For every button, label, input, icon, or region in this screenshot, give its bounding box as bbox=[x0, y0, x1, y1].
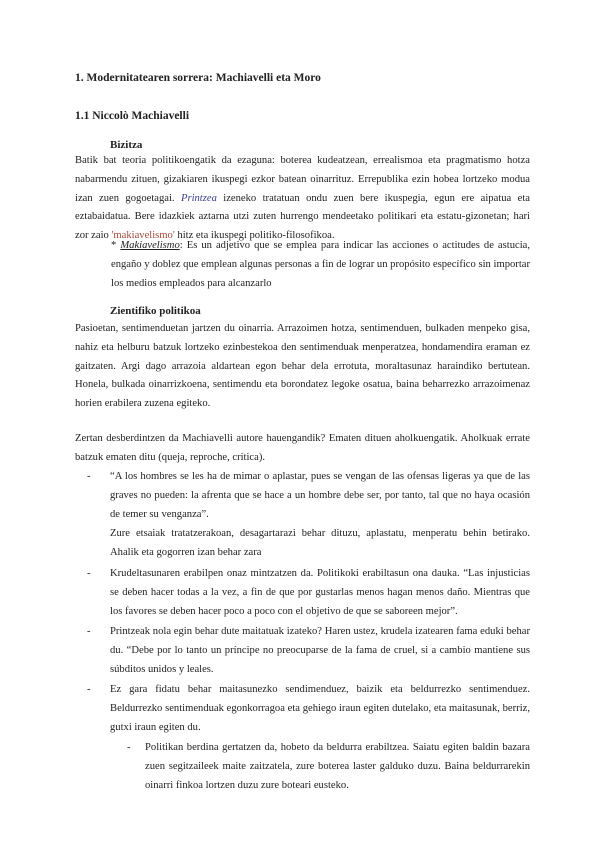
zientifiko-text: Pasioetan, sentimenduetan jartzen du oinarria. Arrazoimen hotza, sentimenduen, bulkaden menpeko gisa, nahiz eta helburu batzuk lortzeko ezinbestekoa den sentimenduak menperatzea, hondamendira eraman ez gaitzaten. Argi dago arrazoia aldartean egon behar dela errotuta, moraltasunaz haraindiko bertutean. Honela, bulkada oinarrizkoena, sentimendu eta borondatez legoke osatua, baina beharrezko arrazoimenaz horien erabilera zuzena egiteko. bbox=[75, 323, 530, 410]
list-dash: - bbox=[87, 684, 91, 695]
bizitza-text-a: Batik bat teoria politikoengatik da ezaguna: boterea kudeatzean, errealismoa eta pragmatismo hotza nabarmendu zituen, gizakiaren ikuspegi ezkor batean oinarrituz. Errepublika ezin hobea lortzeko modua izan zuen gogoetagai. bbox=[75, 155, 530, 204]
printzea-link: Printzea bbox=[180, 192, 217, 204]
list-item-extra: Zure etsaiak tratatzerakoan, desagartarazi behar dituzu, aplastatu, menperatu behin betirako. Ahalik eta gogorren izan behar zara bbox=[110, 528, 530, 559]
note-star: * bbox=[111, 240, 117, 251]
bizitza-text-b: izeneko tratatuan ondu zuen bere ikuspegia, egun ere aipatua eta eztabaidatua. Bere idazkiek aztarna utzi zuten hurrengo mendeetako politikari eta estatu-gizonetan; hari zor zaio bbox=[75, 192, 530, 242]
list-item-text: “A los hombres se les ha de mimar o aplastar, pues se vengan de las ofensas ligeras ya que de las graves no pueden: la afrenta que se hace a un hombre debe ser, por tanto, tal que no haya ocasión de temer su venganza”. bbox=[110, 471, 530, 520]
list-dash: - bbox=[87, 626, 91, 637]
list-item-text: Printzeak nola egin behar dute maitatuak izateko? Haren ustez, krudela izatearen fama eduki behar du. “Debe por lo tanto un príncipe no preocuparse de la fama de cruel, si a cambio mantiene sus súbditos unidos y leales. bbox=[110, 626, 530, 675]
sublist-dash: - bbox=[127, 742, 131, 753]
makiavelismo-term: 'makiavelismo' bbox=[111, 230, 175, 242]
zientifiko-paragraph bbox=[75, 320, 530, 414]
note-term: Makiavelismo bbox=[120, 240, 180, 251]
list-item-text: Ez gara fidatu behar maitasunezko sendimenduez, baizik eta beldurrezko sentimenduez. Beldurrezko sentimenduak egonkorragoa eta gehiego iraun egiten dutelako, eta maitasunak, berriz, gutxi iraun egiten du. bbox=[110, 684, 530, 733]
list-dash: - bbox=[87, 568, 91, 579]
bizitza-text-c: hitz eta ikuspegi politiko-filosofikoa. bbox=[177, 230, 335, 242]
section-heading-1: 1. Modernitatearen sorrera: Machiavelli eta Moro bbox=[75, 72, 321, 84]
zertan-paragraph bbox=[75, 430, 530, 468]
list-dash: - bbox=[87, 471, 91, 482]
subheading-bizitza: Bizitza bbox=[110, 139, 143, 151]
list-item-text: Krudeltasunaren erabilpen onaz mintzatzen da. Politikoki erabiltasun ona dauka. “Las injusticias se deben hacer todas a la vez, a fin de que por gustarlas menos hagan menos daño. Mientras que los favores se deben hacer poco a poco con el objetivo de que se saboreen mejor”. bbox=[110, 568, 530, 617]
sublist-item-text: Politikan berdina gertatzen da, hobeto da beldurra erabiltzea. Saiatu egiten baldin bazara zuen segitzaileek maite zaitzatela, zure boterea laster galduko duzu. Baina beldurrarekin oinarri finkoa lortzen duzu zure boteari eusteko. bbox=[145, 742, 530, 791]
section-heading-1-1: 1.1 Niccolò Machiavelli bbox=[75, 110, 190, 122]
bizitza-paragraph bbox=[75, 152, 530, 246]
zertan-text: Zertan desberdintzen da Machiavelli autore hauengandik? Ematen dituen aholkuengatik. Aholkuak errate batzuk ematen ditu (queja, reproche, critica). bbox=[75, 433, 530, 463]
makiavelismo-footnote bbox=[111, 237, 530, 293]
note-text: : Es un adjetivo que se emplea para indicar las acciones o actitudes de astucia, engaño y doblez que emplean algunas personas a fin de lograr un propósito específico sin importar los medios empleados para alcanzarlo bbox=[111, 240, 530, 289]
subheading-zientifiko: Zientifiko politikoa bbox=[110, 305, 201, 317]
